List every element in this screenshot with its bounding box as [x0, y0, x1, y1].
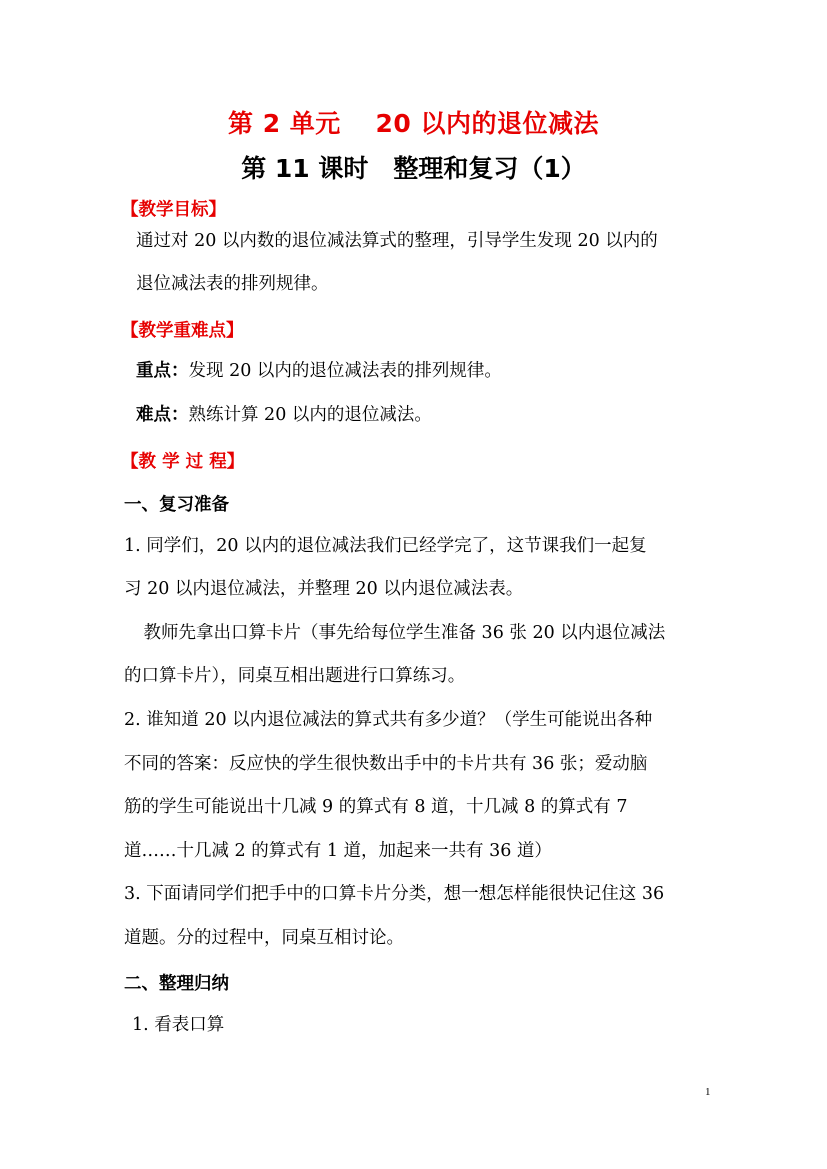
key-points-heading: 【教学重难点】 [121, 321, 244, 341]
process-line-4: 的口算卡片），同桌互相出题进行口算练习。 [124, 666, 466, 686]
objectives-heading: 【教学目标】 [121, 200, 226, 220]
process-line-5: 2. 谁知道 20 以内退位减法的算式共有多少道？（学生可能说出各种 [124, 710, 653, 730]
subsection-1-title: 1. 看表口算 [132, 1015, 225, 1035]
difficult-point-line [136, 404, 432, 426]
process-line-7: 筋的学生可能说出十几减 9 的算式有 8 道，十几减 8 的算式有 7 [124, 797, 628, 817]
process-line-2: 习 20 以内退位减法，并整理 20 以内退位减法表。 [124, 579, 524, 599]
process-line-1: 1. 同学们，20 以内的退位减法我们已经学完了，这节课我们一起复 [124, 536, 647, 556]
process-line-6: 不同的答案：反应快的学生很快数出手中的卡片共有 36 张；爱动脑 [124, 754, 648, 774]
process-line-10: 道题。分的过程中，同桌互相讨论。 [124, 928, 404, 948]
difficult-label: 难点： [136, 405, 189, 425]
section-1-title: 一、复习准备 [124, 495, 229, 515]
process-heading: 【教 学 过 程】 [121, 452, 245, 472]
lesson-title: 第 11 课时 整理和复习（1） [241, 154, 586, 183]
key-text: 发现 20 以内的退位减法表的排列规律。 [188, 361, 502, 381]
process-line-9: 3. 下面请同学们把手中的口算卡片分类，想一想怎样能很快记住这 36 [124, 884, 665, 904]
objectives-line-2: 退位减法表的排列规律。 [136, 274, 329, 294]
unit-title: 第 2 单元 20 以内的退位减法 [227, 109, 599, 138]
key-point-line [136, 360, 502, 382]
process-line-3: 教师先拿出口算卡片（事先给每位学生准备 36 张 20 以内退位减法 [126, 623, 666, 643]
section-2-title: 二、整理归纳 [124, 974, 229, 994]
key-label: 重点： [136, 361, 189, 381]
objectives-line-1: 通过对 20 以内数的退位减法算式的整理，引导学生发现 20 以内的 [136, 231, 658, 251]
difficult-text: 熟练计算 20 以内的退位减法。 [188, 405, 432, 425]
page-number: 1 [705, 1086, 711, 1098]
process-line-8: 道……十几减 2 的算式有 1 道，加起来一共有 36 道） [124, 841, 552, 861]
